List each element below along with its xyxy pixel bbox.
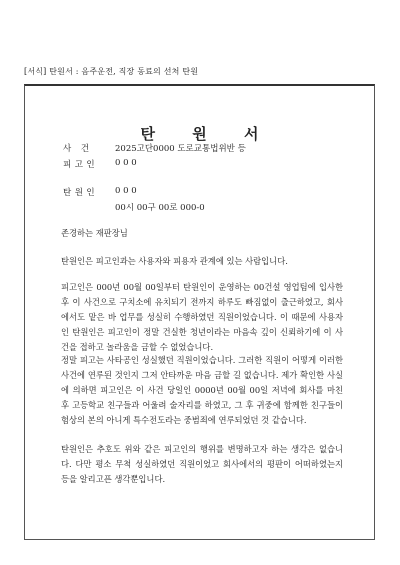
petition-document: [24, 84, 375, 540]
paragraph-1: 탄원인은 피고인과는 사용자와 피용자 관계에 있는 사람입니다.: [61, 256, 288, 266]
paragraph-2: 피고인은 000년 00월 00일부터 탄원인이 운영하는 00건설 영업팀에 입사한 후 이 사건으로 구치소에 유치되기 전까지 하루도 빠짐없이 출근하였고, 회사에서도 맡은 바 업무를 성실히 수행하였던 직원이었습니다. 이 때문에 사용자인 탄원인은 피고인이 정말 건실한 청년이라는 마음속 깊이 신뢰하기에 이 사건을 접하고 놀라움을 금할 수 없었습니다.: [61, 282, 343, 352]
petitioner-address: 00시 00구 00로 000-0: [115, 203, 205, 213]
case-label: 사 건: [63, 144, 93, 154]
defendant-label: 피고인: [63, 160, 99, 170]
petitioner-label: 탄원인: [63, 188, 99, 198]
defendant-value: 0 0 0: [115, 158, 137, 168]
paragraph-3: 정말 피고는 사타공인 성실했던 직원이었습니다. 그러한 직원이 어떻게 이러한 사건에 연루된 것인지 그저 안타까운 마음 금할 길 없습니다. 제가 확인한 사실에 의하면 피고인은 이 사건 당일인 0000년 00월 00일 저녁에 회사를 마친 후 고등학교 친구들과 어울려 술자리를 하였고, 그 후 귀중에 함께한 친구들이 험상의 본의 아니게 특수전도라는 중범죄에 연루되었던 것 같습니다.: [61, 355, 343, 425]
document-caption: [서식] 탄원서 : 음주운전, 직장 동료의 선처 탄원: [24, 67, 199, 76]
document-title: 탄 원 서: [140, 125, 275, 143]
petitioner-name: 0 0 0: [115, 186, 137, 196]
greeting: 존경하는 재판장님: [61, 228, 128, 238]
paragraph-4: 탄원인은 추호도 위와 같은 피고인의 행위를 변명하고자 하는 생각은 없습니다. 다만 평소 무척 성실하였던 직원이었고 회사에서의 평판이 어떠하였는지 등을 알리고픈 생각뿐입니다.: [61, 444, 343, 484]
case-value: 2025고단0000 도로교통법위반 등: [115, 144, 246, 154]
